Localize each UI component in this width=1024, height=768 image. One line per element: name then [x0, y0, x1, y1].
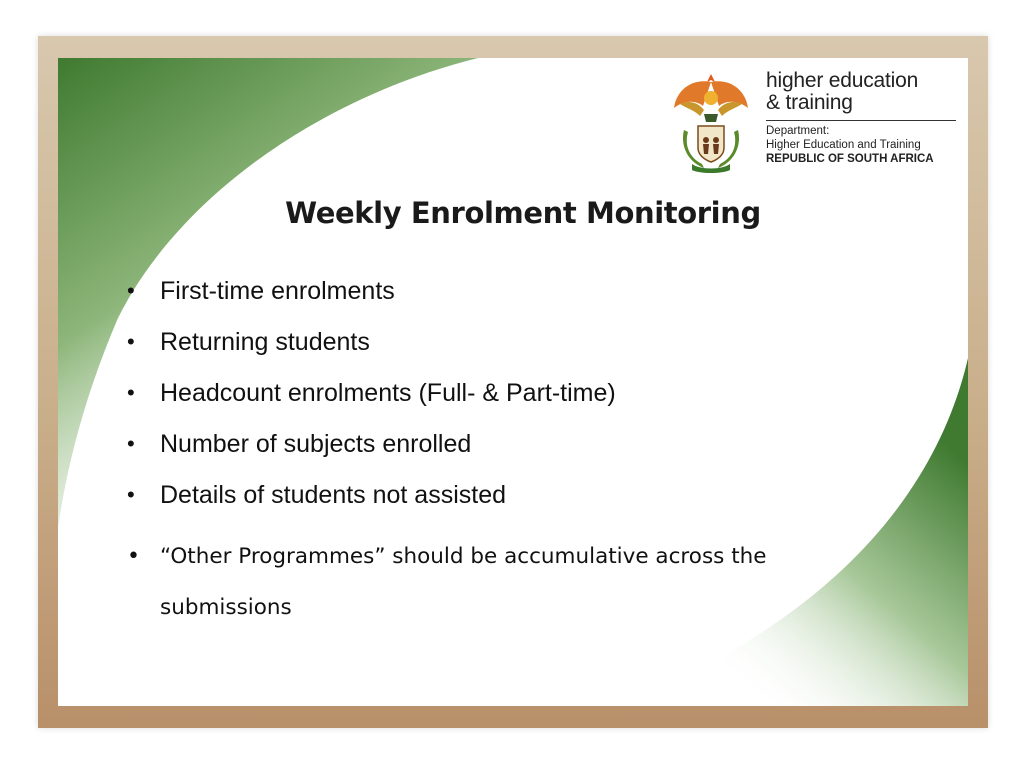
- bullet-item: [124, 531, 844, 633]
- bullet-text: First-time enrolments: [160, 277, 395, 305]
- divider: [766, 120, 956, 121]
- bullet-item: [124, 327, 844, 378]
- country-name: REPUBLIC OF SOUTH AFRICA: [766, 153, 934, 165]
- dept-name: Higher Education and Training: [766, 139, 921, 151]
- dept-label: Department:: [766, 125, 830, 137]
- department-logo: [670, 70, 960, 190]
- bullet-list: [124, 276, 844, 633]
- bullet-text: Headcount enrolments (Full- & Part-time): [160, 379, 616, 407]
- coat-of-arms-icon: [670, 70, 752, 174]
- bullet-text: Details of students not assisted: [160, 481, 507, 509]
- slide-title: Weekly Enrolment Monitoring: [285, 196, 761, 230]
- bullet-item: [124, 378, 844, 429]
- bullet-icon: •: [127, 380, 135, 405]
- bullet-text: Number of subjects enrolled: [160, 430, 472, 458]
- brand-line-2: & training: [766, 91, 853, 114]
- slide: [58, 58, 968, 706]
- bullet-icon: •: [127, 329, 135, 354]
- bullet-item: [124, 480, 844, 531]
- bullet-text: Returning students: [160, 328, 370, 356]
- bullet-icon: •: [127, 278, 135, 303]
- bullet-icon: •: [127, 544, 140, 569]
- bullet-icon: •: [127, 482, 135, 507]
- brand-line-1: higher education: [766, 69, 919, 92]
- department-text: [766, 70, 961, 166]
- bullet-text: “Other Programmes” should be accumulative across the submissions: [160, 544, 767, 620]
- bullet-item: [124, 276, 844, 327]
- bullet-item: [124, 429, 844, 480]
- bullet-icon: •: [127, 431, 135, 456]
